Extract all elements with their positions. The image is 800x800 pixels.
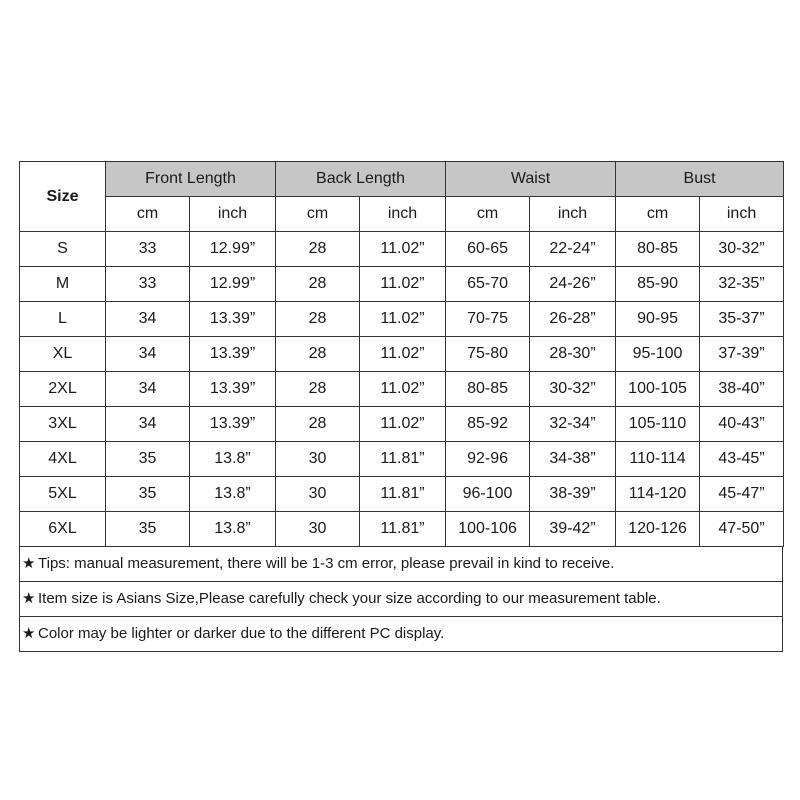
unit-header: inch <box>530 197 616 232</box>
measurement-cell: 30 <box>276 442 360 477</box>
measurement-cell: 30 <box>276 512 360 547</box>
measurement-cell: 13.39” <box>190 337 276 372</box>
table-row <box>20 232 784 267</box>
measurement-cell: 30 <box>276 477 360 512</box>
measurement-cell: 100-106 <box>446 512 530 547</box>
measurement-cell: 11.81” <box>360 442 446 477</box>
star-icon: ★ <box>22 590 36 607</box>
size-table <box>19 161 784 547</box>
measurement-cell: 28-30” <box>530 337 616 372</box>
measurement-cell: 28 <box>276 302 360 337</box>
measurement-cell: 40-43” <box>700 407 784 442</box>
measurement-cell: 11.81” <box>360 477 446 512</box>
size-column-header: Size <box>20 162 106 232</box>
measurement-cell: 28 <box>276 267 360 302</box>
measurement-cell: 12.99” <box>190 232 276 267</box>
measurement-cell: 80-85 <box>616 232 700 267</box>
measurement-cell: 13.8” <box>190 477 276 512</box>
size-cell: S <box>20 232 106 267</box>
size-cell: 2XL <box>20 372 106 407</box>
measurement-cell: 43-45” <box>700 442 784 477</box>
unit-header: inch <box>700 197 784 232</box>
size-cell: 6XL <box>20 512 106 547</box>
measurement-cell: 85-92 <box>446 407 530 442</box>
measurement-cell: 30-32” <box>700 232 784 267</box>
measurement-cell: 13.39” <box>190 372 276 407</box>
measurement-cell: 33 <box>106 267 190 302</box>
measurement-cell: 70-75 <box>446 302 530 337</box>
measurement-cell: 95-100 <box>616 337 700 372</box>
table-row <box>20 477 784 512</box>
measurement-cell: 35 <box>106 477 190 512</box>
measurement-cell: 35-37” <box>700 302 784 337</box>
measurement-cell: 38-40” <box>700 372 784 407</box>
measurement-cell: 75-80 <box>446 337 530 372</box>
tip-measurement <box>19 547 783 582</box>
measurement-cell: 100-105 <box>616 372 700 407</box>
measurement-cell: 65-70 <box>446 267 530 302</box>
measurement-cell: 11.02” <box>360 337 446 372</box>
waist-header: Waist <box>446 162 616 197</box>
measurement-cell: 11.02” <box>360 302 446 337</box>
measurement-cell: 24-26” <box>530 267 616 302</box>
measurement-cell: 11.02” <box>360 407 446 442</box>
measurement-cell: 34-38” <box>530 442 616 477</box>
measurement-cell: 26-28” <box>530 302 616 337</box>
measurement-cell: 28 <box>276 407 360 442</box>
measurement-cell: 28 <box>276 232 360 267</box>
measurement-cell: 37-39” <box>700 337 784 372</box>
measurement-cell: 35 <box>106 512 190 547</box>
measurement-cell: 28 <box>276 372 360 407</box>
measurement-cell: 28 <box>276 337 360 372</box>
size-rows <box>20 232 784 547</box>
tip-color <box>19 617 783 652</box>
measurement-cell: 92-96 <box>446 442 530 477</box>
back-length-header: Back Length <box>276 162 446 197</box>
measurement-cell: 34 <box>106 407 190 442</box>
table-row <box>20 302 784 337</box>
measurement-cell: 13.39” <box>190 407 276 442</box>
measurement-cell: 30-32” <box>530 372 616 407</box>
table-row <box>20 442 784 477</box>
measurement-cell: 11.02” <box>360 372 446 407</box>
measurement-cell: 32-35” <box>700 267 784 302</box>
star-icon: ★ <box>22 555 36 572</box>
bust-header: Bust <box>616 162 784 197</box>
size-cell: 5XL <box>20 477 106 512</box>
unit-header-row <box>20 197 784 232</box>
measurement-cell: 13.8” <box>190 512 276 547</box>
measurement-cell: 13.8” <box>190 442 276 477</box>
measurement-cell: 110-114 <box>616 442 700 477</box>
table-row <box>20 267 784 302</box>
measurement-cell: 114-120 <box>616 477 700 512</box>
measurement-cell: 60-65 <box>446 232 530 267</box>
table-row <box>20 512 784 547</box>
tip-text: Color may be lighter or darker due to the different PC display. <box>38 625 445 642</box>
measurement-cell: 13.39” <box>190 302 276 337</box>
measurement-cell: 12.99” <box>190 267 276 302</box>
measurement-cell: 105-110 <box>616 407 700 442</box>
group-header-row <box>20 162 784 197</box>
size-cell: L <box>20 302 106 337</box>
unit-header: inch <box>190 197 276 232</box>
tip-text: Item size is Asians Size,Please carefully check your size according to our measurement table. <box>38 590 661 607</box>
unit-header: cm <box>616 197 700 232</box>
measurement-cell: 11.02” <box>360 232 446 267</box>
unit-header: cm <box>106 197 190 232</box>
front-length-header: Front Length <box>106 162 276 197</box>
star-icon: ★ <box>22 625 36 642</box>
measurement-cell: 11.81” <box>360 512 446 547</box>
measurement-cell: 38-39” <box>530 477 616 512</box>
measurement-cell: 11.02” <box>360 267 446 302</box>
measurement-cell: 85-90 <box>616 267 700 302</box>
unit-header: inch <box>360 197 446 232</box>
size-cell: 3XL <box>20 407 106 442</box>
table-row <box>20 337 784 372</box>
measurement-cell: 47-50” <box>700 512 784 547</box>
measurement-cell: 96-100 <box>446 477 530 512</box>
size-chart <box>19 161 783 652</box>
measurement-cell: 80-85 <box>446 372 530 407</box>
measurement-cell: 35 <box>106 442 190 477</box>
measurement-cell: 34 <box>106 372 190 407</box>
measurement-cell: 90-95 <box>616 302 700 337</box>
table-row <box>20 407 784 442</box>
measurement-cell: 39-42” <box>530 512 616 547</box>
measurement-cell: 33 <box>106 232 190 267</box>
measurement-cell: 45-47” <box>700 477 784 512</box>
unit-header: cm <box>446 197 530 232</box>
unit-header: cm <box>276 197 360 232</box>
measurement-cell: 34 <box>106 302 190 337</box>
size-cell: 4XL <box>20 442 106 477</box>
measurement-cell: 34 <box>106 337 190 372</box>
measurement-cell: 22-24” <box>530 232 616 267</box>
table-row <box>20 372 784 407</box>
tip-text: Tips: manual measurement, there will be 1-3 cm error, please prevail in kind to receive. <box>38 555 615 572</box>
size-cell: XL <box>20 337 106 372</box>
tip-asian-size <box>19 582 783 617</box>
size-cell: M <box>20 267 106 302</box>
measurement-cell: 32-34” <box>530 407 616 442</box>
measurement-cell: 120-126 <box>616 512 700 547</box>
